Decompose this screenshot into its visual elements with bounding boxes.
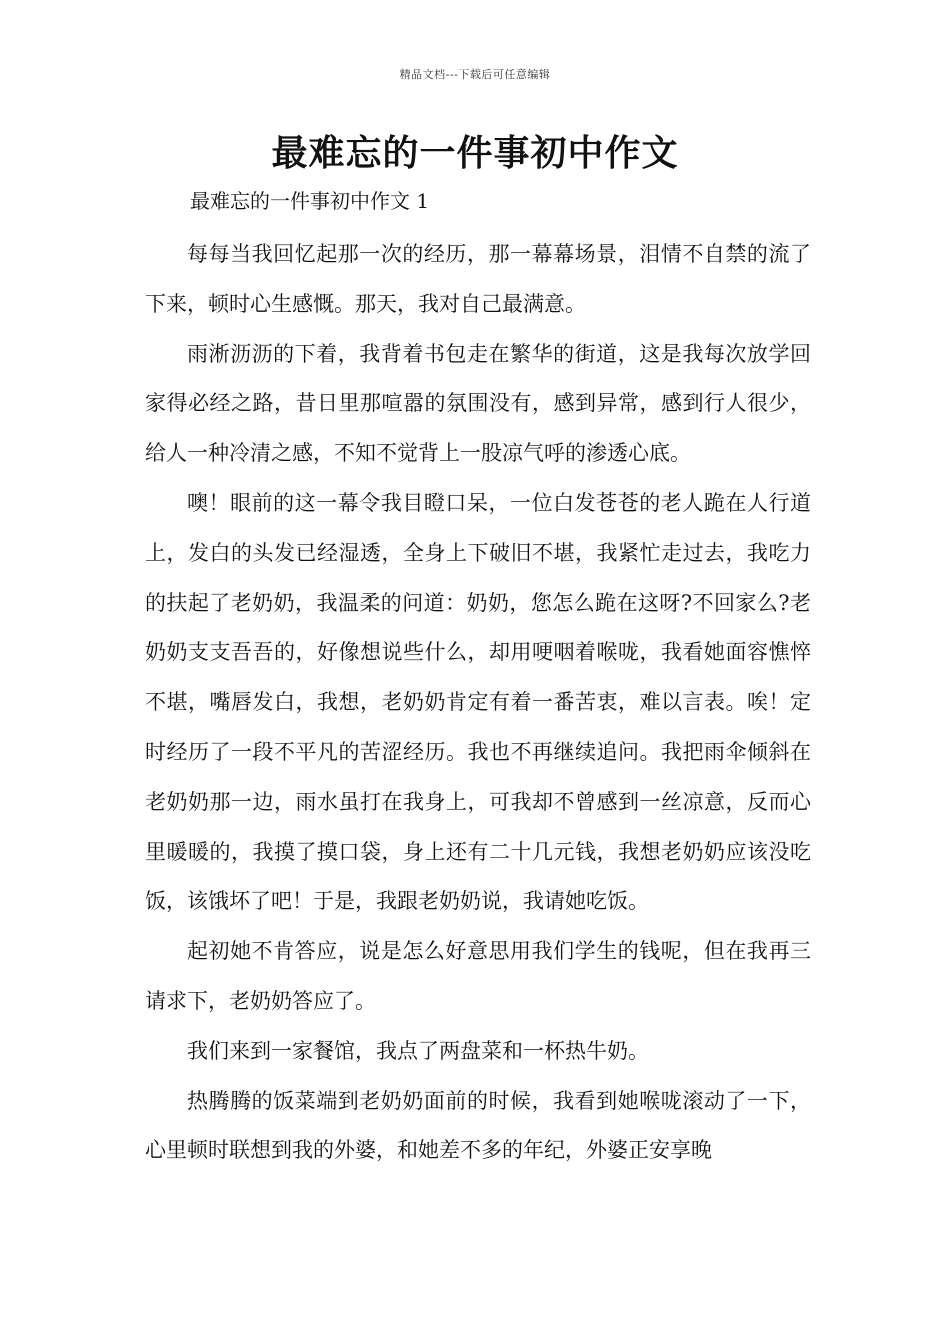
paragraph: 雨淅沥沥的下着，我背着书包走在繁华的街道，这是我每次放学回家得必经之路，昔日里那喧嚣的氛围没有，感到异常，感到行人很少，给人一种冷清之感，不知不觉背上一股凉气呼的渗透心底。: [145, 341, 811, 466]
paragraph: 我们来到一家餐馆，我点了两盘菜和一杯热牛奶。: [187, 1038, 649, 1063]
paragraph: 热腾腾的饭菜端到老奶奶面前的时候，我看到她喉咙滚动了一下，心里顿时联想到我的外婆，和她差不多的年纪，外婆正安享晚: [145, 1088, 811, 1163]
paragraph: 起初她不肯答应，说是怎么好意思用我们学生的钱呢，但在我再三请求下，老奶奶答应了。: [145, 939, 811, 1013]
document-title: 最难忘的一件事初中作文: [271, 132, 679, 174]
paragraph: 噢！眼前的这一幕令我目瞪口呆，一位白发苍苍的老人跪在人行道上，发白的头发已经湿透，全身上下破旧不堪，我紧忙走过去，我吃力的扶起了老奶奶，我温柔的问道：奶奶，您怎么跪在这呀?不回家么?老奶奶支支吾吾的，好像想说些什么，却用哽咽着喉咙，我看她面容憔悴不堪，嘴唇发白，我想，老奶奶肯定有着一番苦衷，难以言表。唉！定时经历了一段不平凡的苦涩经历。我也不再继续追问。我把雨伞倾斜在老奶奶那一边，雨水虽打在我身上，可我却不曾感到一丝凉意，反而心里暖暖的，我摸了摸口袋，身上还有二十几元钱，我想老奶奶应该没吃饭，该饿坏了吧！于是，我跟老奶奶说，我请她吃饭。: [145, 490, 811, 914]
header-note: 精品文档---下载后可任意编辑: [399, 68, 551, 81]
essay-subtitle: 最难忘的一件事初中作文 1: [190, 189, 430, 213]
essay-body: [145, 230, 811, 1176]
paragraph: 每每当我回忆起那一次的经历，那一幕幕场景，泪情不自禁的流了下来，顿时心生感慨。那天，我对自己最满意。: [145, 242, 811, 316]
